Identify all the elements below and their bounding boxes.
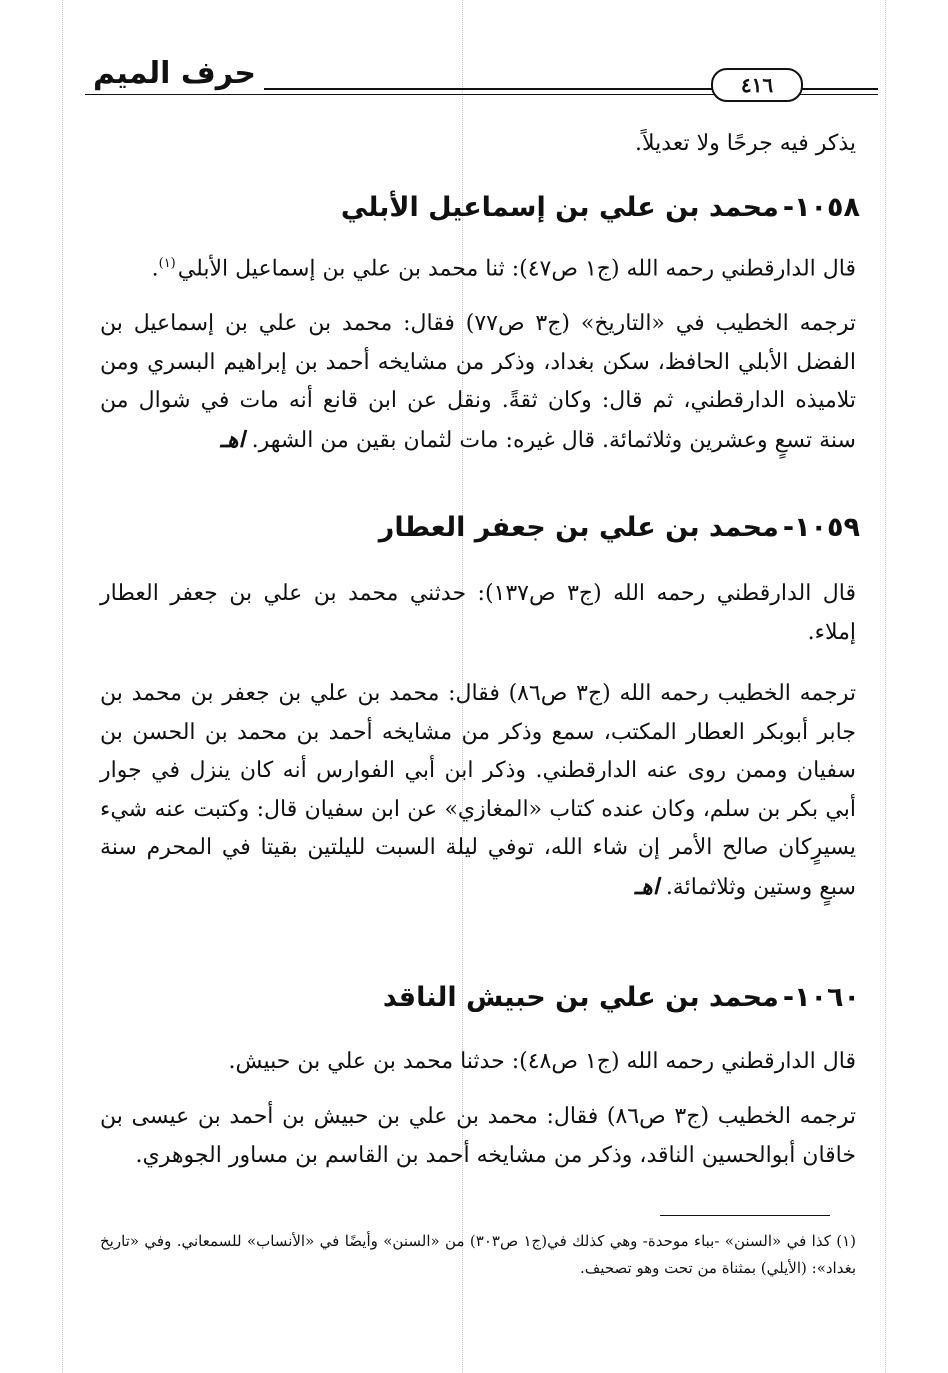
entry-1060-paragraph-1: قال الدارقطني رحمه الله (ج١ ص٤٨): حدثنا محمد بن علي بن حبيش.: [228, 1049, 856, 1074]
intro-line: يذكر فيه جرحًا ولا تعديلاً.: [635, 131, 856, 156]
footnote-rule: [660, 1215, 830, 1216]
entry-1060-paragraph-2: ترجمه الخطيب (ج٣ ص٨٦) فقال: محمد بن علي بن حبيش بن أحمد بن عيسى بن خاقان أبوالحسين الناقد، وذكر من مشايخه أحمد بن القاسم بن مساور الجوهري.: [100, 1104, 857, 1168]
page-number: ٤١٦: [711, 68, 803, 102]
entry-1058-paragraph-1: [100, 245, 856, 289]
entry-name: محمد بن علي بن جعفر العطار: [378, 512, 779, 543]
entry-name: محمد بن علي بن إسماعيل الأبلي: [340, 192, 779, 223]
entry-number: ١٠٥٨-: [782, 192, 860, 223]
chapter-title: حرف الميم: [85, 56, 264, 91]
entry-1058-paragraph-2: [100, 305, 856, 460]
footnote-marker: (١): [158, 256, 176, 271]
entry-number: ١٠٥٩-: [782, 512, 860, 543]
paragraph-end: .: [151, 256, 159, 282]
entry-heading-1059: [120, 512, 860, 543]
entry-number: ١٠٦٠-: [782, 982, 860, 1013]
entry-1059-paragraph-1: قال الدارقطني رحمه الله (ج٣ ص١٣٧): حدثني محمد بن علي بن جعفر العطار إملاء.: [100, 581, 857, 645]
end-abbreviation: اهـ: [220, 426, 245, 453]
entry-heading-1060: [120, 982, 860, 1013]
footnote: (١) كذا في «السنن» -بباء موحدة- وهي كذلك في(ج١ ص٣٠٣) من «السنن» وأيضًا في «الأنساب» للسمعاني. وفي «تاريخ بغداد»: (الأيلي) بمثناة من تحت وهو تصحيف.: [100, 1232, 857, 1277]
page-header: [85, 56, 878, 106]
entry-1059-paragraph-2: [100, 675, 856, 907]
end-abbreviation: اهـ: [634, 873, 659, 900]
paragraph-text: ترجمه الخطيب في «التاريخ» (ج٣ ص٧٧) فقال: محمد بن علي بن إسماعيل بن الفضل الأبلي الحافظ، سكن بغداد، وذكر من مشايخه أحمد بن إبراهيم البسري ومن تلاميذه الدارقطني، ثم قال: وكان ثقةً. ونقل عن ابن قانع أنه مات في شوال من سنة تسعٍ وعشرين وثلاثمائة. قال غيره: مات لثمان بقين من الشهر.: [100, 311, 856, 453]
entry-heading-1058: [120, 192, 860, 223]
entry-name: محمد بن علي بن حبيش الناقد: [382, 982, 779, 1013]
paragraph-text: ترجمه الخطيب رحمه الله (ج٣ ص٨٦) فقال: محمد بن علي بن جعفر بن محمد بن جابر أبوبكر العطار المكتب، سمع وذكر من مشايخه أحمد بن محمد بن الحسن بن سفيان وممن روى عنه الدارقطني. وذكر ابن أبي الفوارس أنه كان ينزل في جوار أبي بكر بن سلم، وكان عنده كتاب «المغازي» عن ابن سفيان قال: وكتبت عنه شيء يسيرٍكان صالح الأمر إن شاء الله، توفي ليلة السبت لليلتين بقيتا في المحرم سنة سبعٍ وستين وثلاثمائة.: [100, 681, 857, 900]
paragraph-text: قال الدارقطني رحمه الله (ج١ ص٤٧): ثنا محمد بن علي بن إسماعيل الأبلي: [177, 256, 856, 282]
